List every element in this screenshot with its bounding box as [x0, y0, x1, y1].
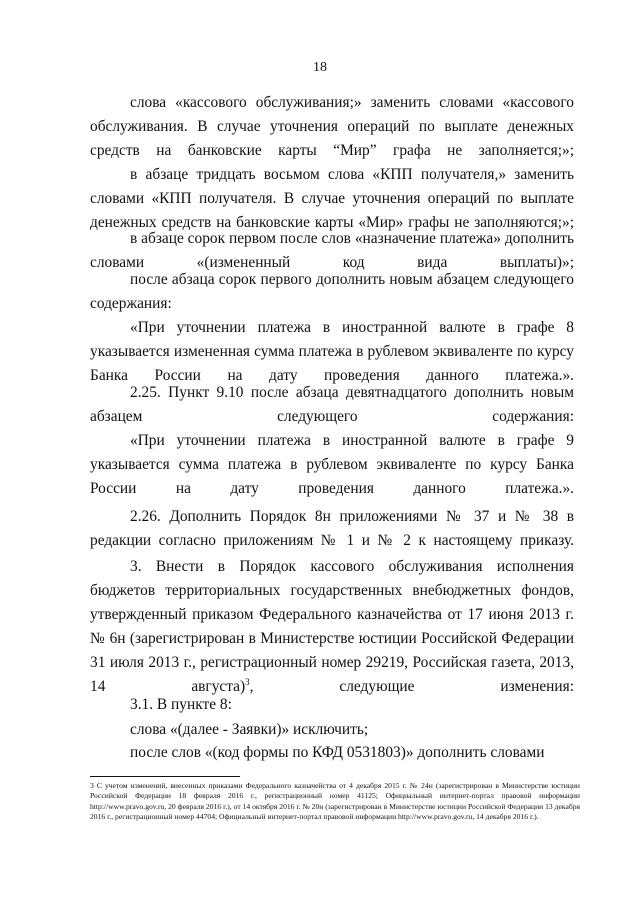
paragraph-after-words: после слов «(код формы по КФД 0531803)» дополнить словами: [130, 744, 545, 761]
paragraph-2: в абзаце тридцать восьмом слова «КПП получателя,» заменить словами «КПП получателя. В случае уточнения операций по выплате денежных средств на банковские карты «Мир» графы не заполняются;»;: [90, 166, 574, 231]
paragraph-3-main: [90, 555, 574, 699]
page-number: 18: [313, 60, 327, 75]
paragraph-2-26: 2.26. Дополнить Порядок 8н приложениями № 37 и № 38 в редакции согласно приложениям № 1 и № 2 к настоящему приказу.: [90, 508, 574, 549]
footnote-marker: 3: [90, 781, 94, 790]
footnote-reference: 3: [245, 676, 250, 687]
paragraph-3: в абзаце сорок первом после слов «назначение платежа» дополнить словами «(измененный код вида выплаты)»;: [90, 230, 574, 271]
paragraph-4: после абзаца сорок первого дополнить новым абзацем следующего содержания:: [90, 271, 574, 312]
paragraph-3-1: 3.1. В пункте 8:: [130, 696, 232, 713]
paragraph-3-main-tail: , следующие изменения:: [249, 678, 574, 695]
paragraph-2-25: 2.25. Пункт 9.10 после абзаца девятнадцатого дополнить новым абзацем следующего содержания:: [90, 384, 574, 425]
paragraph-1: слова «кассового обслуживания;» заменить словами «кассового обслуживания. В случае уточнения операций по выплате денежных средств на банковские карты “Мир” графа не заполняется;»;: [90, 94, 574, 159]
footnote-separator: [90, 776, 240, 777]
footnote: [90, 781, 580, 823]
footnote-text: С учетом изменений, внесенных приказами Федерального казначейства от 4 декабря 2015 г. № 24н (зарегистрирован в Министерстве юстиции Российской Федерации 18 февраля 2016 г., регистрационный номер 41125; Официальный интернет-портал правовой информации http://www.pravo.gov.ru, 20 февраля 2016 г.), от 14 октября 2016 г. № 20н (зарегистрирован в Министерстве юстиции Российской Федерации 13 декабря 2016 г., регистрационный номер 44704; Официальный интернет-портал правовой информации http://www.pravo.gov.ru, 14 декабря 2016 г.).: [90, 781, 580, 822]
paragraph-3-main-text: 3. Внести в Порядок кассового обслуживания исполнения бюджетов территориальных государственных внебюджетных фондов, утвержденный приказом Федерального казначейства от 17 июня 2013 г. № 6н (зарегистрирован в Министерстве юстиции Российской Федерации 31 июля 2013 г., регистрационный номер 29219, Российская газета, 2013, 14 августа): [90, 558, 574, 695]
paragraph-5-quote: «При уточнении платежа в иностранной валюте в графе 8 указывается измененная сумма платежа в рублевом эквиваленте по курсу Банка России на дату проведения данного платежа.».: [90, 319, 574, 384]
paragraph-words-remove: слова «(далее - Заявки)» исключить;: [130, 721, 369, 738]
paragraph-7-quote: «При уточнении платежа в иностранной валюте в графе 9 указывается сумма платежа в рублевом эквиваленте по курсу Банка России на дату проведения данного платежа.».: [90, 432, 574, 497]
